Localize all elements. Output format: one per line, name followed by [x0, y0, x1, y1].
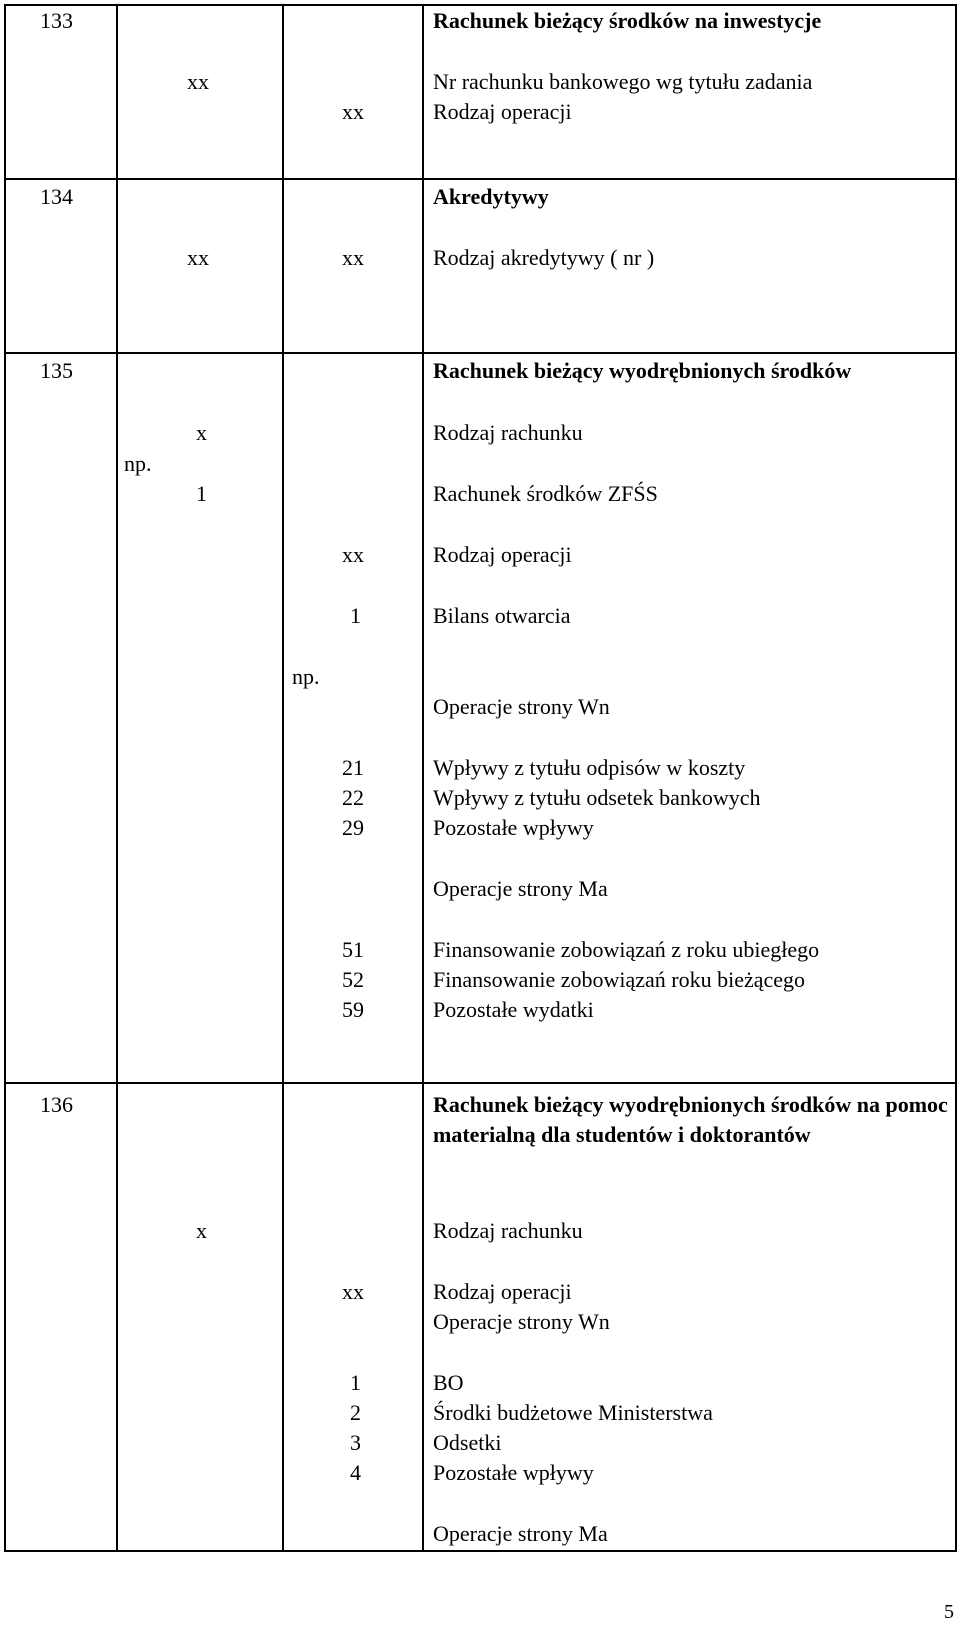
code: 3: [350, 1430, 361, 1455]
column-divider: [422, 4, 424, 1552]
code: 59: [342, 997, 364, 1022]
code: 22: [342, 785, 364, 810]
line-text: Rodzaj akredytywy ( nr ): [433, 245, 655, 270]
ma-header: Operacje strony Ma: [433, 1521, 608, 1546]
line-text: Finansowanie zobowiązań roku bieżącego: [433, 967, 806, 992]
column-divider: [282, 4, 284, 1552]
account-title-133: Rachunek bieżący środków na inwestycje: [433, 8, 822, 33]
line-text: Rodzaj operacji: [433, 542, 572, 567]
row-divider: [4, 1082, 957, 1084]
account-title-134: Akredytywy: [433, 184, 549, 209]
line-text: Odsetki: [433, 1430, 502, 1455]
row-divider: [4, 178, 957, 180]
line-text: Bilans otwarcia: [433, 603, 571, 628]
account-title-135: Rachunek bieżący wyodrębnionych środków: [433, 358, 852, 383]
example-label: np.: [124, 451, 152, 476]
code: 52: [342, 967, 364, 992]
code: 21: [342, 755, 364, 780]
code: 51: [342, 937, 364, 962]
line-text: Wpływy z tytułu odsetek bankowych: [433, 785, 761, 810]
account-title-136: Rachunek bieżący wyodrębnionych środków na pomoc materialną dla studentów i doktorantów: [433, 1092, 948, 1147]
line-text: Rodzaj rachunku: [433, 1218, 583, 1243]
line-text: Rodzaj rachunku: [433, 420, 583, 445]
marker-xx: xx: [342, 542, 364, 567]
row-divider: [4, 352, 957, 354]
code: 1: [196, 481, 207, 506]
line-text: Środki budżetowe Ministerstwa: [433, 1400, 713, 1425]
column-divider: [116, 4, 118, 1552]
page-number: 5: [944, 1601, 954, 1623]
line-text: Nr rachunku bankowego wg tytułu zadania: [433, 69, 813, 94]
wn-header: Operacje strony Wn: [433, 1309, 610, 1334]
marker-xx: xx: [187, 245, 209, 270]
account-number-136: 136: [40, 1092, 73, 1117]
example-label: np.: [292, 664, 320, 689]
line-text: Wpływy z tytułu odpisów w koszty: [433, 755, 746, 780]
marker-xx: xx: [187, 69, 209, 94]
line-text: Rachunek środków ZFŚS: [433, 481, 658, 506]
account-number-133: 133: [40, 8, 73, 33]
code: 1: [350, 603, 361, 628]
marker-xx: xx: [342, 245, 364, 270]
line-text: BO: [433, 1370, 464, 1395]
line-text: Pozostałe wpływy: [433, 1460, 594, 1485]
ma-header: Operacje strony Ma: [433, 876, 608, 901]
code: 29: [342, 815, 364, 840]
marker-xx: xx: [342, 1279, 364, 1304]
marker-xx: xx: [342, 99, 364, 124]
account-number-134: 134: [40, 184, 73, 209]
line-text: Pozostałe wydatki: [433, 997, 594, 1022]
account-number-135: 135: [40, 358, 73, 383]
line-text: Rodzaj operacji: [433, 1279, 572, 1304]
line-text: Pozostałe wpływy: [433, 815, 594, 840]
marker-x: x: [196, 420, 207, 445]
code: 1: [350, 1370, 361, 1395]
wn-header: Operacje strony Wn: [433, 694, 610, 719]
line-text: Rodzaj operacji: [433, 99, 572, 124]
code: 2: [350, 1400, 361, 1425]
line-text: Finansowanie zobowiązań z roku ubiegłego: [433, 937, 820, 962]
code: 4: [350, 1460, 361, 1485]
marker-x: x: [196, 1218, 207, 1243]
